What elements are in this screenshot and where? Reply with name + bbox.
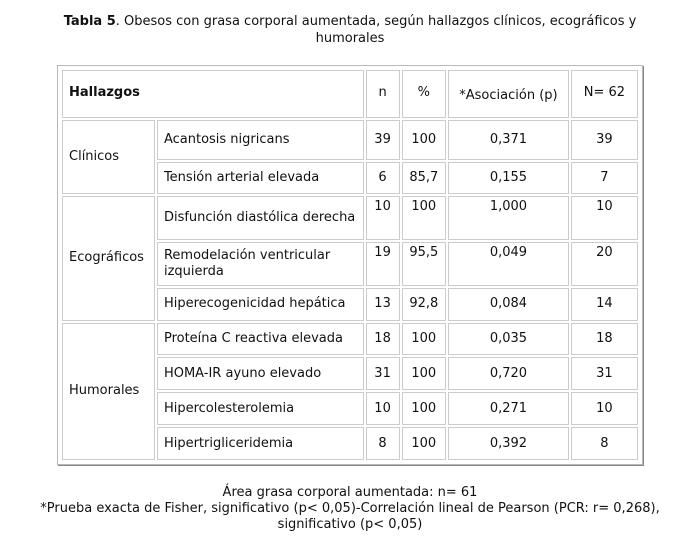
total-cell: 8: [571, 427, 638, 460]
findings-table: [60, 68, 640, 462]
total-cell: 14: [571, 288, 638, 321]
n-cell: 6: [366, 162, 400, 195]
note-statistics: *Prueba exacta de Fisher, significativo (p< 0,05)-Correlación lineal de Pearson (PCR: r= 0,268), significativo (p< 0,05): [40, 501, 660, 532]
total-cell: 39: [571, 120, 638, 159]
finding-cell: Tensión arterial elevada: [157, 162, 364, 195]
n-cell: 19: [366, 242, 400, 286]
table-header-row: [62, 70, 638, 118]
caption-label: Tabla 5: [63, 14, 116, 29]
group-ecograficos: Ecográficos: [62, 196, 155, 320]
pct-cell: 95,5: [402, 242, 446, 286]
finding-cell: Remodelación ventricular izquierda: [157, 242, 364, 286]
pct-cell: 100: [402, 357, 446, 390]
pct-cell: 92,8: [402, 288, 446, 321]
p-cell: 1,000: [448, 196, 569, 240]
p-cell: 0,049: [448, 242, 569, 286]
header-asociacion: *Asociación (p): [448, 70, 569, 118]
pct-cell: 100: [402, 427, 446, 460]
pct-cell: 100: [402, 196, 446, 240]
note-area: Área grasa corporal aumentada: n= 61: [222, 485, 478, 500]
caption-text: . Obesos con grasa corporal aumentada, según hallazgos clínicos, ecográficos y humorales: [115, 14, 637, 46]
n-cell: 13: [366, 288, 400, 321]
header-hallazgos: Hallazgos: [62, 70, 364, 118]
finding-cell: Hipercolesterolemia: [157, 392, 364, 425]
finding-cell: HOMA-IR ayuno elevado: [157, 357, 364, 390]
finding-cell: Acantosis nigricans: [157, 120, 364, 159]
table-row: [62, 323, 638, 356]
p-cell: 0,392: [448, 427, 569, 460]
pct-cell: 100: [402, 392, 446, 425]
p-cell: 0,271: [448, 392, 569, 425]
header-pct: %: [402, 70, 446, 118]
n-cell: 39: [366, 120, 400, 159]
group-humorales: Humorales: [62, 323, 155, 460]
total-cell: 10: [571, 196, 638, 240]
finding-cell: Hipertrigliceridemia: [157, 427, 364, 460]
total-cell: 31: [571, 357, 638, 390]
pct-cell: 100: [402, 120, 446, 159]
n-cell: 10: [366, 196, 400, 240]
total-cell: 18: [571, 323, 638, 356]
header-total: N= 62: [571, 70, 638, 118]
findings-table-frame: [57, 65, 643, 465]
finding-cell: Hiperecogenicidad hepática: [157, 288, 364, 321]
n-cell: 18: [366, 323, 400, 356]
p-cell: 0,035: [448, 323, 569, 356]
finding-cell: Disfunción diastólica derecha: [157, 196, 364, 240]
n-cell: 8: [366, 427, 400, 460]
header-n: n: [366, 70, 400, 118]
p-cell: 0,371: [448, 120, 569, 159]
pct-cell: 85,7: [402, 162, 446, 195]
table-notes: [20, 485, 673, 533]
total-cell: 7: [571, 162, 638, 195]
p-cell: 0,720: [448, 357, 569, 390]
n-cell: 31: [366, 357, 400, 390]
n-cell: 10: [366, 392, 400, 425]
group-clinicos: Clínicos: [62, 120, 155, 194]
total-cell: 10: [571, 392, 638, 425]
pct-cell: 100: [402, 323, 446, 356]
p-cell: 0,084: [448, 288, 569, 321]
table-row: [62, 196, 638, 240]
table-row: [62, 120, 638, 159]
table-caption: [40, 13, 660, 47]
finding-cell: Proteína C reactiva elevada: [157, 323, 364, 356]
p-cell: 0,155: [448, 162, 569, 195]
total-cell: 20: [571, 242, 638, 286]
